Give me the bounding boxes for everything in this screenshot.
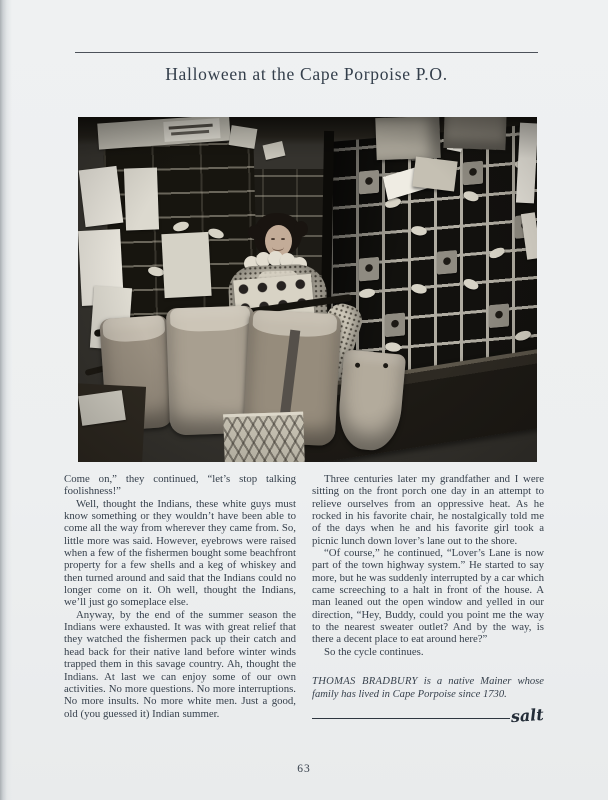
body-paragraph: Well, thought the Indians, these white guys must know something or they wouldn’t have been able to come all the way from wherever they came from. So, little more was said. However, eyebrows were raised when a few of the fishermen bought some beachfront property for a few shells and a keg of whiskey and then turned around and said that the Indians could no longer come on it. Oh well, thought the Indians, we’ll just go someplace else. [64, 497, 296, 609]
author-bio: is a native Mainer whose family has lived in Cape Porpoise since 1730. [312, 676, 544, 701]
body-paragraph: Come on,” they continued, “let’s stop talking foolishness!” [64, 473, 296, 498]
right-column [312, 473, 544, 728]
scan-edge-shadow [0, 0, 12, 800]
left-column [64, 473, 296, 728]
body-paragraph: Three centuries later my grandfather and I were sitting on the front porch one day in an attempt to relieve ourselves from an oppressive heat. As he rocked in his favorite chair, he nostalgically told me of the days when he and his favorite girl took a picnic lunch down lover’s lane out to the shore. [312, 473, 544, 547]
end-rule [312, 718, 510, 719]
title-rule [75, 52, 538, 53]
author-byline [312, 675, 544, 701]
salt-logo: salt [510, 704, 545, 726]
page-title: Halloween at the Cape Porpoise P.O. [165, 64, 448, 84]
body-paragraph: “Of course,” he continued, “Lover’s Lane is now part of the town highway system.” He started to say more, but he was suddenly interrupted by a car which came screeching to a halt in front of the house. A man leaned out the open window and yelled in our direction, “Hey, Buddy, could you point me the way to the nearest sweater outlet? And by the way, is there a decent place to eat around here?” [312, 547, 544, 646]
body-paragraph: Anyway, by the end of the summer season the Indians were exhausted. It was with great relief that they watched the fishermen pack up their catch and head back for their native land before winter winds trapped them in this savage country. Ah, thought the Indians. At last we can enjoy some of our own activities. No more questions. No more interruptions. No more insults. No more white men. Just a good, old (you guessed it) Indian summer. [64, 608, 296, 720]
page-number: 63 [297, 763, 311, 775]
author-name: THOMAS BRADBURY [312, 676, 418, 688]
salt-end-mark [312, 704, 545, 728]
article-photo [78, 117, 537, 462]
article-body [64, 473, 544, 728]
photo-vignette [78, 117, 537, 462]
body-paragraph: So the cycle continues. [324, 645, 424, 658]
